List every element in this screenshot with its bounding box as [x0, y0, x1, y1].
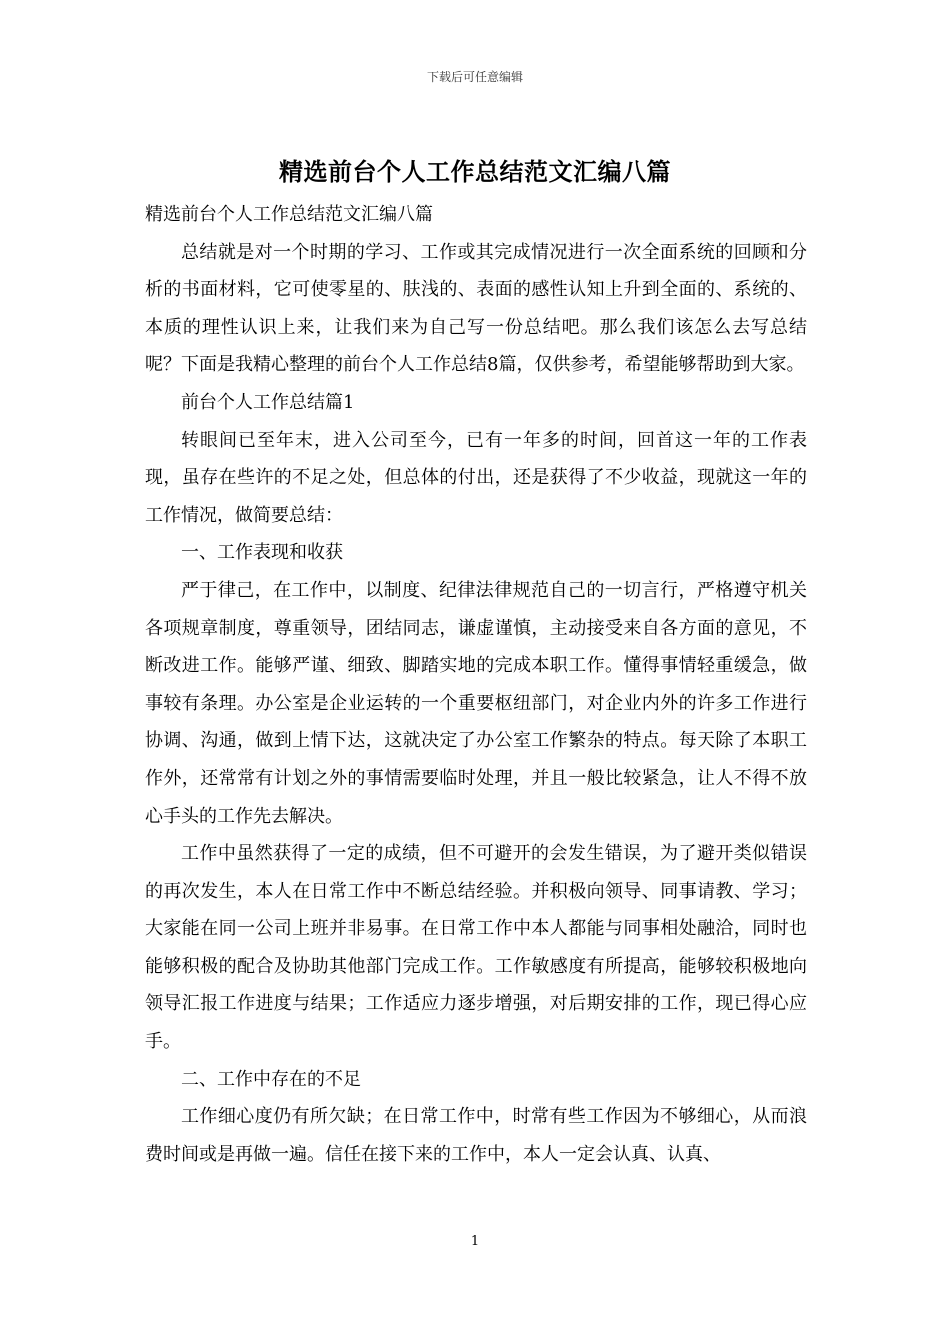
section-heading-performance: 一、工作表现和收获	[181, 542, 343, 564]
subtitle-paragraph: 精选前台个人工作总结范文汇编八篇	[145, 204, 433, 225]
header-note: 下载后可任意编辑	[426, 70, 523, 84]
document-title: 精选前台个人工作总结范文汇编八篇	[279, 157, 671, 186]
section-heading-shortcomings: 二、工作中存在的不足	[181, 1068, 361, 1090]
body-paragraph: 转眼间已至年末，进入公司至今，已有一年多的时间，回首这一年的工作表现，虽存在些许的不足之处，但总体的付出，还是获得了不少收益，现就这一年的工作情况，做简要总结：	[145, 429, 807, 526]
document-body	[145, 196, 807, 1173]
body-paragraph: 工作中虽然获得了一定的成绩，但不可避开的会发生错误，为了避开类似错误的再次发生，本人在日常工作中不断总结经验。并积极向领导、同事请教、学习；大家能在同一公司上班并非易事。在日常工作中本人都能与同事相处融洽，同时也能够积极的配合及协助其他部门完成工作。工作敏感度有所提高，能够较积极地向领导汇报工作进度与结果；工作适应力逐步增强，对后期安排的工作，现已得心应手。	[145, 843, 807, 1053]
body-paragraph: 严于律己，在工作中，以制度、纪律法律规范自己的一切言行，严格遵守机关各项规章制度，尊重领导，团结同志，谦虚谨慎，主动接受来自各方面的意见，不断改进工作。能够严谨、细致、脚踏实地的完成本职工作。懂得事情轻重缓急，做事较有条理。办公室是企业运转的一个重要枢纽部门，对企业内外的许多工作进行协调、沟通，做到上情下达，这就决定了办公室工作繁杂的特点。每天除了本职工作外，还常常有计划之外的事情需要临时处理，并且一般比较紧急，让人不得不放心手头的工作先去解决。	[145, 579, 807, 827]
body-paragraph: 工作细心度仍有所欠缺；在日常工作中，时常有些工作因为不够细心，从而浪费时间或是再做一遍。信任在接下来的工作中，本人一定会认真、认真、	[145, 1106, 807, 1165]
section-heading-part1: 前台个人工作总结篇1	[181, 391, 355, 413]
page-number: 1	[470, 1234, 480, 1249]
intro-paragraph: 总结就是对一个时期的学习、工作或其完成情况进行一次全面系统的回顾和分析的书面材料，它可使零星的、肤浅的、表面的感性认知上升到全面的、系统的、本质的理性认识上来，让我们来为自己写一份总结吧。那么我们该怎么去写总结呢？下面是我精心整理的前台个人工作总结8篇，仅供参考，希望能够帮助到大家。	[145, 241, 807, 376]
